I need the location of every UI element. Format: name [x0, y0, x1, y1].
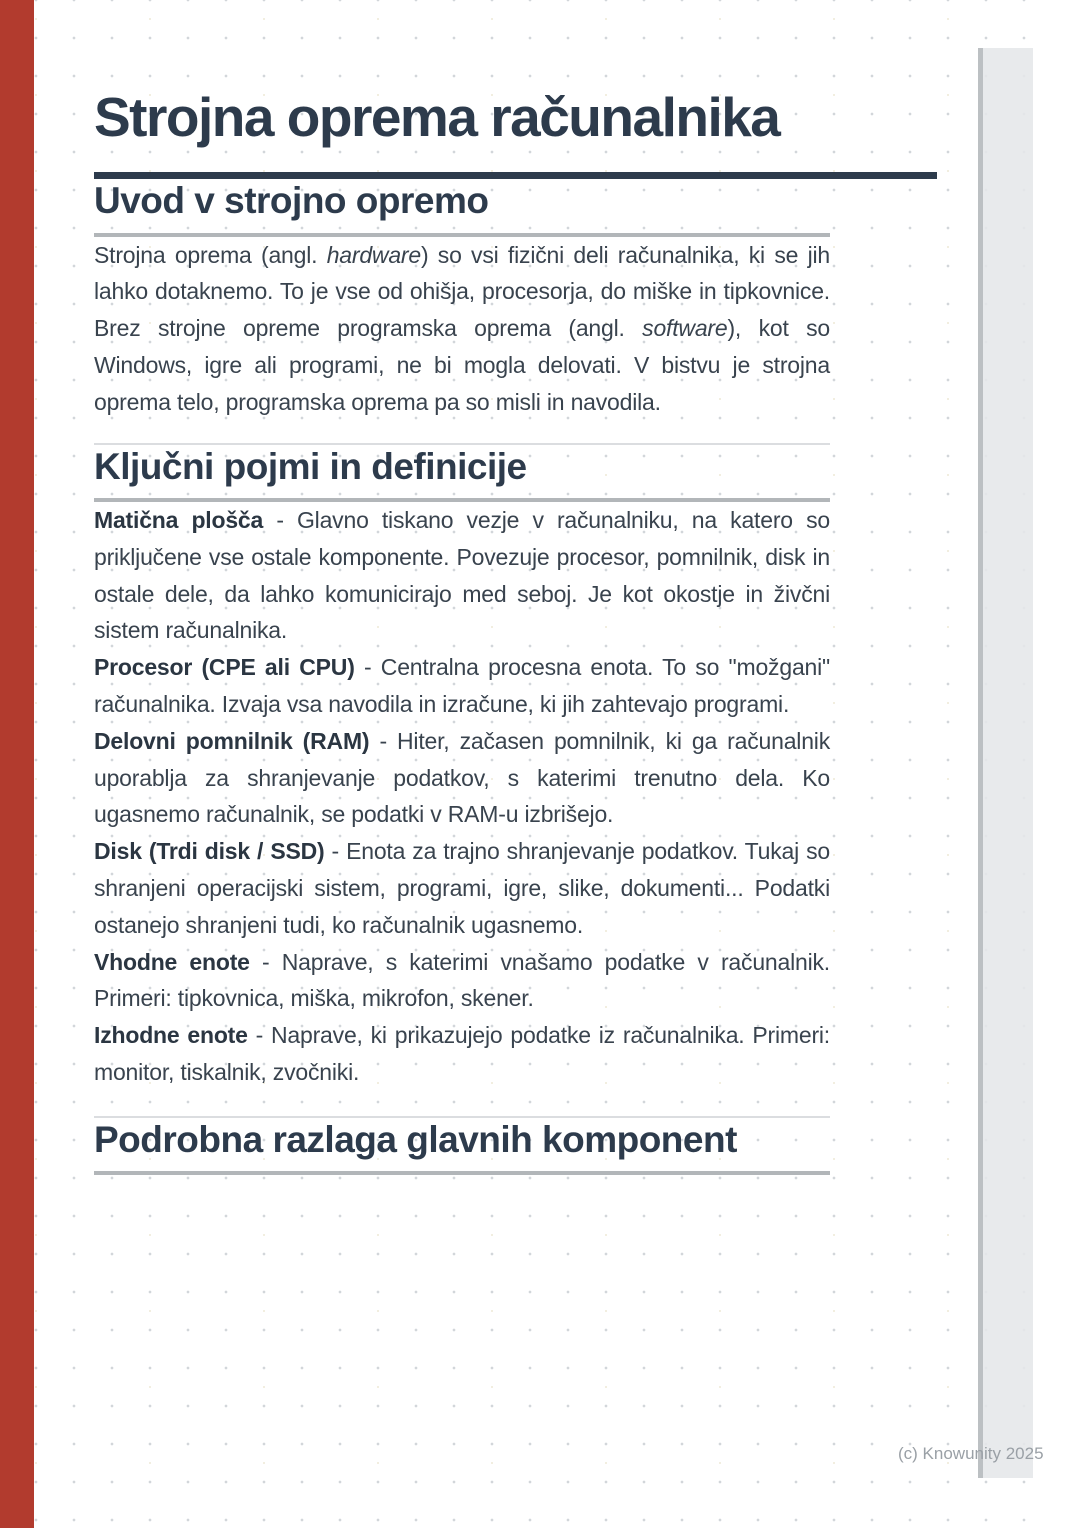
- definition-text: - Naprave, s katerimi vnašamo podatke v računalnik. Primeri: tipkovnica, miška, mikrofon, skener.: [94, 948, 830, 1012]
- content-column: [94, 0, 830, 1175]
- definition-paragraph: [94, 502, 830, 649]
- definition-paragraph: [94, 1017, 830, 1091]
- intro-paragraph: Strojna oprema (angl. hardware) so vsi fizični deli računalnika, ki se jih lahko dotaknemo. To je vse od ohišja, procesorja, do miške in tipkovnice. Brez strojne opreme programska oprema (angl. software), kot so Windows, igre ali programi, ne bi mogla delovati. V bistvu je strojna oprema telo, programska oprema pa so misli in navodila.: [94, 241, 830, 415]
- definition-text: - Centralna procesna enota. To so "možgani" računalnika. Izvaja vsa navodila in izračune, ki jih zahtevajo programi.: [94, 654, 831, 717]
- definition-term: Izhodne enote: [94, 1022, 248, 1049]
- definition-term: Disk (Trdi disk / SSD): [94, 838, 325, 865]
- definition-term: Procesor (CPE ali CPU): [94, 654, 355, 681]
- definition-text: - Enota za trajno shranjevanje podatkov. Tukaj so shranjeni operacijski sistem, programi, igre, slike, dokumenti... Podatki ostanejo shranjeni tudi, ko računalnik ugasnemo.: [94, 838, 830, 938]
- section-heading-pojmi: Ključni pojmi in definicije: [94, 445, 527, 487]
- footer-credit: (c) Knowunity 2025: [898, 1444, 1044, 1463]
- definition-term: Matična plošča: [94, 507, 264, 534]
- page-title: Strojna oprema računalnika: [94, 86, 780, 148]
- section-heading-uvod: Uvod v strojno opremo: [94, 180, 489, 222]
- section-heading-komponente: Podrobna razlaga glavnih komponent: [94, 1118, 737, 1160]
- definition-term: Delovni pomnilnik (RAM): [94, 727, 370, 754]
- definition-paragraph: [94, 833, 830, 943]
- page-edge-strip: [978, 48, 1033, 1478]
- definition-term: Vhodne enote: [94, 948, 250, 975]
- definition-paragraph: [94, 723, 830, 833]
- definition-text: - Naprave, ki prikazujejo podatke iz računalnika. Primeri: monitor, tiskalnik, zvočniki.: [94, 1022, 830, 1085]
- title-rule: [94, 172, 937, 179]
- red-accent-bar: [0, 0, 34, 1528]
- definition-text: - Glavno tiskano vezje v računalniku, na katero so priključene vse ostale komponente. Povezuje procesor, pomnilnik, disk in ostale dele, da lahko komunicirajo med seboj. Je kot okostje in živčni sistem računalnika.: [94, 507, 830, 644]
- definition-text: - Hiter, začasen pomnilnik, ki ga računalnik uporablja za shranjevanje podatkov, s katerimi trenutno dela. Ko ugasnemo računalnik, se podatki v RAM-u izbrišejo.: [94, 727, 831, 828]
- definition-paragraph: [94, 649, 830, 723]
- heading-underline: [94, 1171, 830, 1175]
- definition-paragraph: [94, 944, 830, 1018]
